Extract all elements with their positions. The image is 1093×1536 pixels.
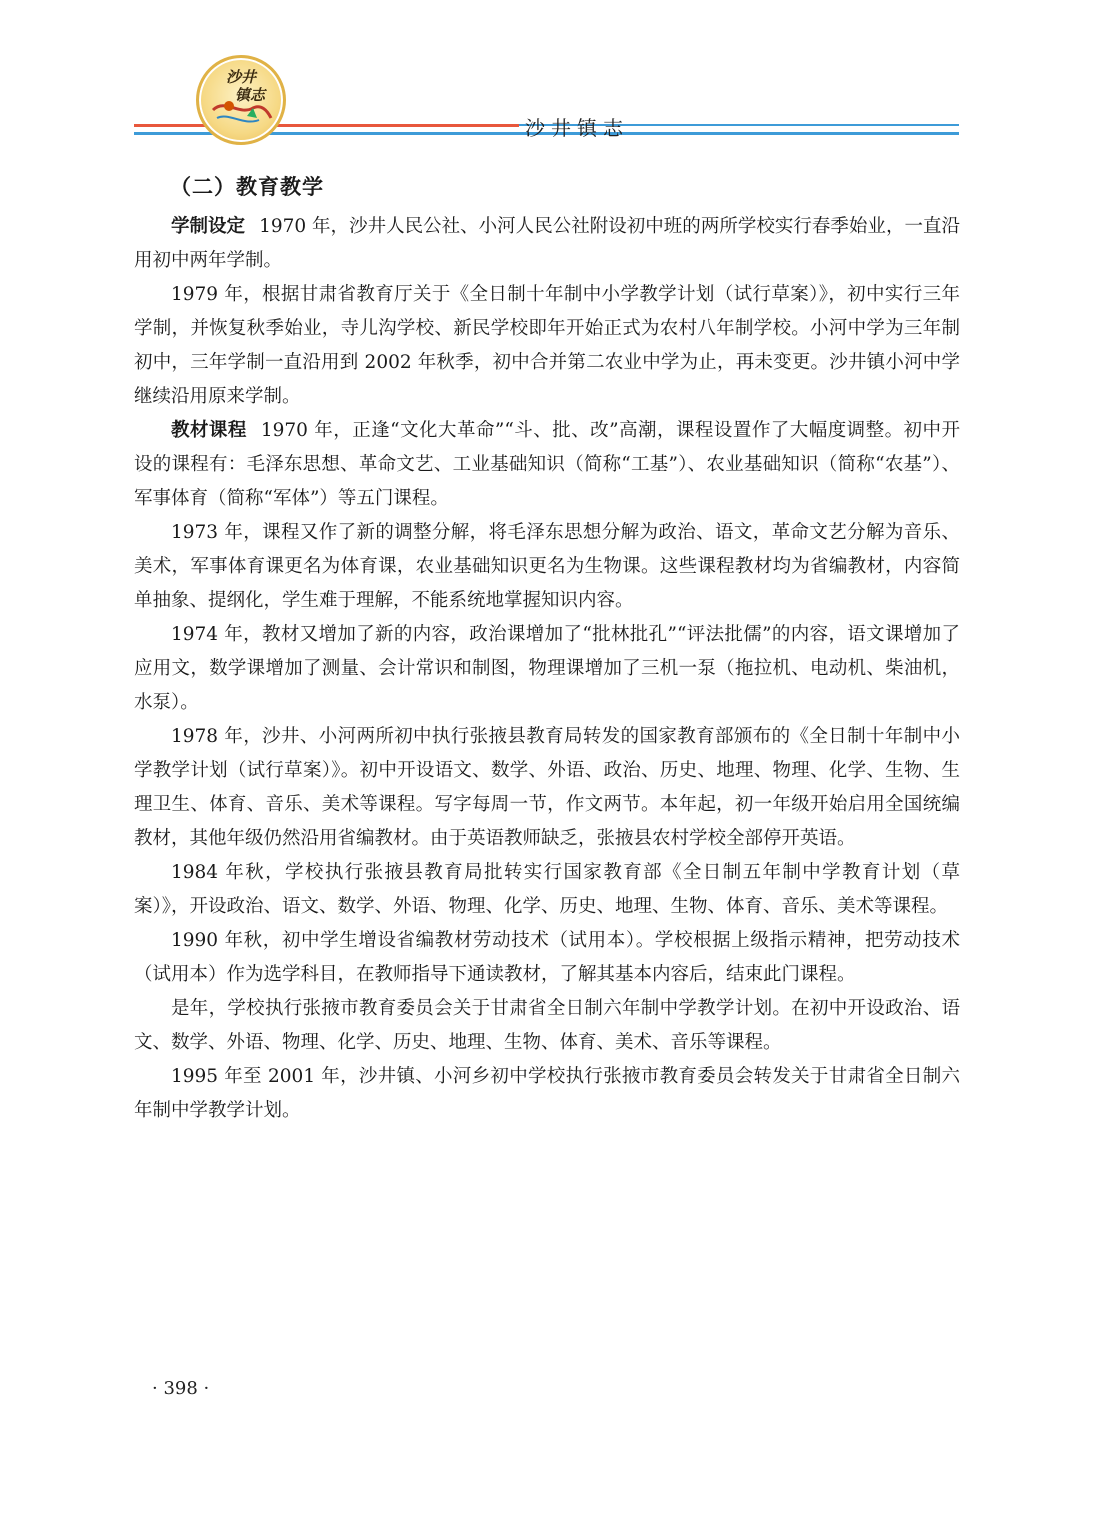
page-body xyxy=(134,170,960,1128)
paragraph-text: 1984 年秋，学校执行张掖县教育局批转实行国家教育部《全日制五年制中学教育计划（草案）》，开设政治、语文、数学、外语、物理、化学、历史、地理、生物、体育、音乐、美术等课程。 xyxy=(134,862,960,917)
paragraph xyxy=(134,210,960,278)
paragraph xyxy=(134,1060,960,1128)
paragraph-text: 1990 年秋，初中学生增设省编教材劳动技术（试用本）。学校根据上级指示精神，把劳动技术（试用本）作为选学科目，在教师指导下通读教材，了解其基本内容后，结束此门课程。 xyxy=(134,930,960,985)
page-header xyxy=(0,0,1093,160)
paragraph xyxy=(134,516,960,618)
paragraph-text: 1970 年，正逢“文化大革命”“斗、批、改”高潮，课程设置作了大幅度调整。初中开设的课程有：毛泽东思想、革命文艺、工业基础知识（简称“工基”）、农业基础知识（简称“农基”）、军事体育（简称“军体”）等五门课程。 xyxy=(134,420,960,509)
logo-text-line1: 沙井 xyxy=(225,68,256,86)
paragraph xyxy=(134,618,960,720)
paragraph xyxy=(134,278,960,414)
paragraph-text: 1973 年，课程又作了新的调整分解，将毛泽东思想分解为政治、语文，革命文艺分解为音乐、美术，军事体育课更名为体育课，农业基础知识更名为生物课。这些课程教材均为省编教材，内容简单抽象、提纲化，学生难于理解，不能系统地掌握知识内容。 xyxy=(134,522,960,611)
paragraph-text: 1995 年至 2001 年，沙井镇、小河乡初中学校执行张掖市教育委员会转发关于甘肃省全日制六年制中学教学计划。 xyxy=(134,1066,960,1121)
page-number: · 398 · xyxy=(152,1378,210,1399)
paragraph xyxy=(134,856,960,924)
section-heading: （二）教育教学 xyxy=(170,175,324,199)
running-title: 沙井镇志 xyxy=(525,116,629,140)
header-rule-red xyxy=(134,124,519,127)
logo-text-line2: 镇志 xyxy=(234,86,265,104)
paragraph-text: 1970 年，沙井人民公社、小河人民公社附设初中班的两所学校实行春季始业，一直沿用初中两年学制。 xyxy=(134,216,960,271)
paragraph xyxy=(134,720,960,856)
paragraph-text: 是年，学校执行张掖市教育委员会关于甘肃省全日制六年制中学教学计划。在初中开设政治、语文、数学、外语、物理、化学、历史、地理、生物、体育、美术、音乐等课程。 xyxy=(134,998,960,1053)
paragraph xyxy=(134,924,960,992)
paragraph-text: 1978 年，沙井、小河两所初中执行张掖县教育局转发的国家教育部颁布的《全日制十年制中小学教学计划（试行草案）》。初中开设语文、数学、外语、政治、历史、地理、物理、化学、生物、生理卫生、体育、音乐、美术等课程。写字每周一节，作文两节。本年起，初一年级开始启用全国统编教材，其他年级仍然沿用省编教材。由于英语教师缺乏，张掖县农村学校全部停开英语。 xyxy=(134,726,960,849)
paragraph-lead: 学制设定 xyxy=(171,216,246,237)
logo-text xyxy=(199,68,283,104)
paragraph xyxy=(134,414,960,516)
paragraph-text: 1974 年，教材又增加了新的内容，政治课增加了“批林批孔”“评法批儒”的内容，语文课增加了应用文，数学课增加了测量、会计常识和制图，物理课增加了三机一泵（拖拉机、电动机、柴油机，水泵）。 xyxy=(134,624,960,713)
book-logo-emblem xyxy=(196,55,286,145)
paragraph xyxy=(134,992,960,1060)
paragraph-text: 1979 年，根据甘肃省教育厅关于《全日制十年制中小学教学计划（试行草案）》，初中实行三年学制，并恢复秋季始业，寺儿沟学校、新民学校即年开始正式为农村八年制学校。小河中学为三年制初中，三年学制一直沿用到 2002 年秋季，初中合并第二农业中学为止，再未变更。沙井镇小河中学继续沿用原来学制。 xyxy=(134,284,960,407)
paragraph-lead: 教材课程 xyxy=(171,420,247,441)
